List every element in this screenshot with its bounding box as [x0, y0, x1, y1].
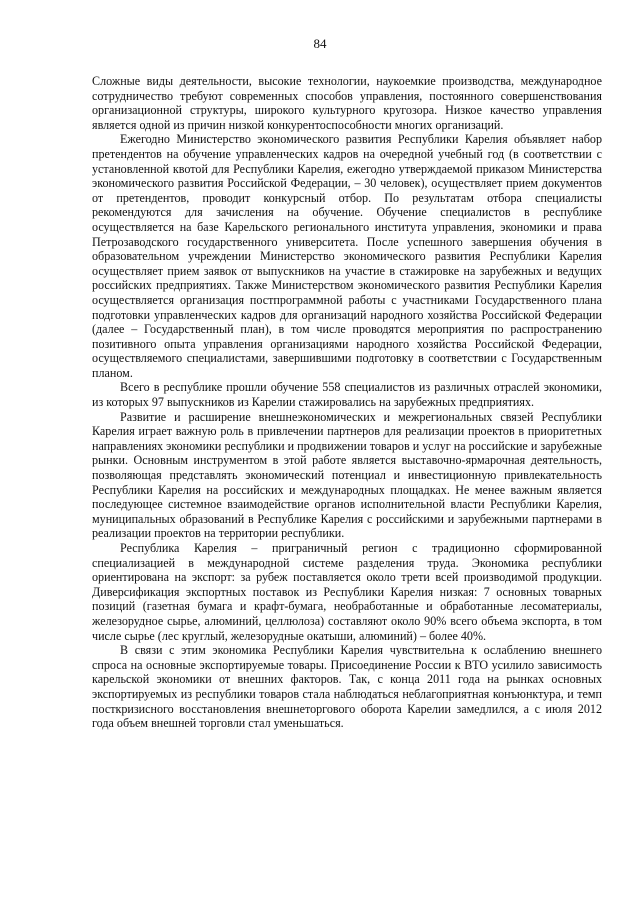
document-body	[92, 74, 602, 731]
paragraph-export-specialization: Республика Карелия – приграничный регион с традиционно сформированной специализацией в международной системе разделения труда. Экономика республики ориентирована на экспорт: за рубеж поставляется около трети всей производимой продукции. Диверсификация экспортных поставок из Республики Карелия низкая: 7 основных товарных позиций (газетная бумага и крафт-бумага, необработанные и обработанные лесоматериалы, железорудное сырье, алюминий, целлюлоза) составляют около 90% всего объема экспорта, в том числе сырье (лес круглый, железорудные окатыши, алюминий) – более 40%.	[92, 541, 602, 643]
page-number: 84	[313, 36, 327, 51]
paragraph-management-quality: Сложные виды деятельности, высокие технологии, наукоемкие производства, международное сотрудничество требуют современных способов управления, постоянного совершенствования организационной структуры, широкого культурного кругозора. Низкое качество управления является одной из причин низкой конкурентоспособности многих организаций.	[92, 74, 602, 132]
paragraph-training-program: Ежегодно Министерство экономического развития Республики Карелия объявляет набор претендентов на обучение управленческих кадров на очередной учебный год (в соответствии с установленной квотой для Республики Карелия, ежегодно утверждаемой приказом Министерства экономического развития Российской Федерации, – 30 человек), осуществляет прием документов от претендентов, проводит конкурсный отбор. По результатам отбора специалисты рекомендуются для зачисления на обучение. Обучение специалистов в республике осуществляется на базе Карельского регионального института управления, экономики и права Петрозаводского государственного университета. После успешного завершения обучения в образовательном учреждении Министерство экономического развития Республики Карелия осуществляет прием заявок от выпускников на участие в стажировке на зарубежных и ведущих российских предприятиях. Также Министерством экономического развития Республики Карелия осуществляется организация постпрограммной работы с участниками Государственного плана подготовки управленческих кадров для организаций народного хозяйства Российской Федерации (далее – Государственный план), в том числе проводятся мероприятия по распространению позитивного опыта управления организациями народного хозяйства Российской Федерации, осуществляемого специалистами, завершившими подготовку в соответствии с Государственным планом.	[92, 132, 602, 380]
paragraph-wto-impact: В связи с этим экономика Республики Карелия чувствительна к ослаблению внешнего спроса на основные экспортируемые товары. Присоединение России к ВТО усилило зависимость карельской экономики от внешних факторов. Так, с конца 2011 года на рынках основных экспортируемых из республики товаров стала наблюдаться неблагоприятная конъюнктура, и темп посткризисного восстановления внешнеторгового оборота Карелии замедлился, а с июля 2012 года объем внешней торговли стал уменьшаться.	[92, 643, 602, 731]
paragraph-training-results: Всего в республике прошли обучение 558 специалистов из различных отраслей экономики, из которых 97 выпускников из Карелии стажировались на зарубежных предприятиях.	[92, 380, 602, 410]
paragraph-external-relations: Развитие и расширение внешнеэкономических и межрегиональных связей Республики Карелия играет важную роль в привлечении партнеров для реализации проектов в приоритетных направлениях экономики республики и продвижении товаров и услуг на российские и зарубежные рынки. Основным инструментом в этой работе является выставочно-ярмарочная деятельность, позволяющая представлять экономический потенциал и инвестиционную привлекательность Республики Карелия на российских и международных площадках. Не менее важным является последующее системное взаимодействие органов исполнительной власти Республики Карелия, муниципальных образований в Республике Карелия с российскими и зарубежными партнерами в реализации проектов на территории республики.	[92, 409, 602, 541]
